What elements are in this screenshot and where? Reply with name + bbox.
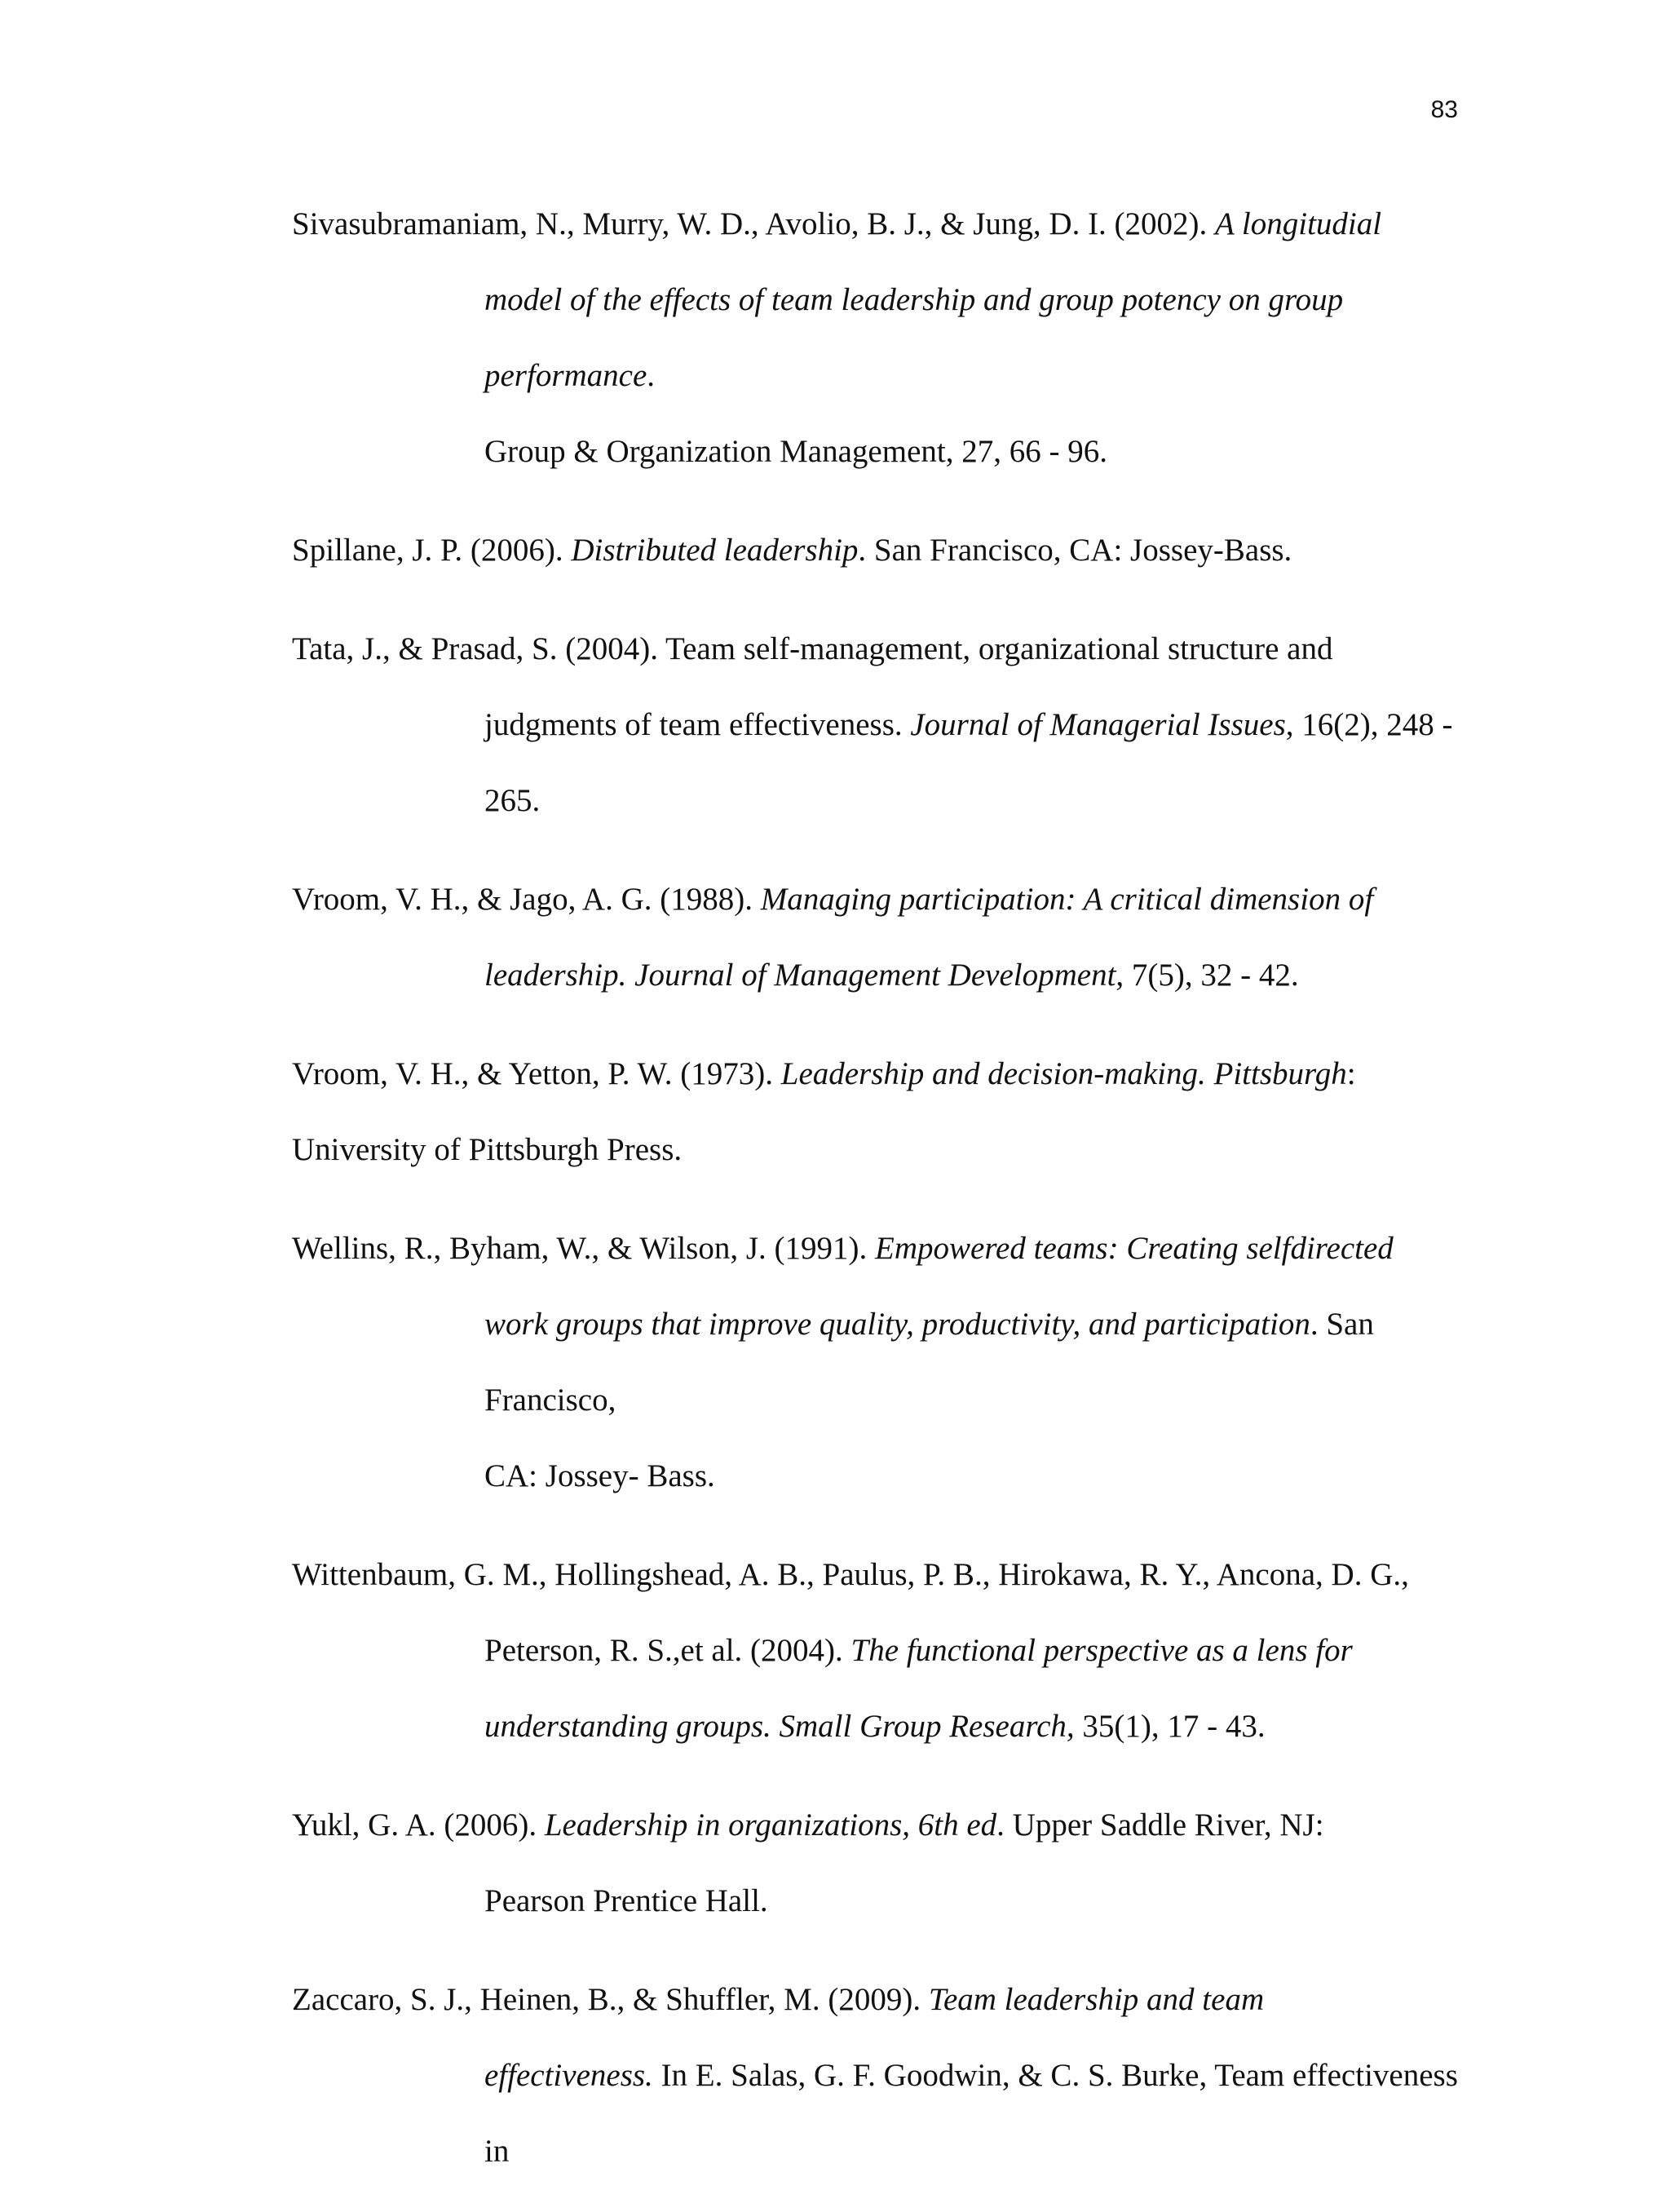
- reference-title-text: Distributed leadership: [571, 533, 859, 568]
- reference-title-text: Leadership in organizations, 6th ed: [544, 1807, 997, 1843]
- reference-entry: [292, 512, 1470, 588]
- reference-line: [292, 1112, 1470, 1188]
- reference-title-text: leadership. Journal of Management Development: [484, 958, 1116, 993]
- reference-entry: [292, 186, 1470, 489]
- reference-line: [388, 687, 1470, 838]
- reference-line: [388, 1688, 1470, 1764]
- reference-text: Pearson Prentice Hall.: [484, 1883, 768, 1918]
- reference-title-text: Leadership and decision-making. Pittsburgh: [780, 1056, 1347, 1091]
- reference-text: , 16(2), 248 - 265.: [484, 707, 1453, 818]
- reference-list: [292, 186, 1470, 2212]
- reference-text: . San Francisco, CA: Jossey-Bass.: [858, 533, 1292, 568]
- reference-line: [388, 1438, 1470, 1514]
- reference-line: [388, 1286, 1470, 1438]
- reference-line: [292, 1962, 1470, 2037]
- reference-text: , 7(5), 32 - 42.: [1116, 958, 1299, 993]
- reference-line: [292, 611, 1470, 687]
- reference-entry: [292, 611, 1470, 838]
- page-number: 83: [1430, 96, 1458, 123]
- reference-text: :: [1346, 1056, 1356, 1091]
- reference-title-text: Managing participation: A critical dimension of: [760, 882, 1374, 917]
- reference-line: [292, 1787, 1470, 1863]
- reference-title-text: Journal of Managerial Issues: [910, 707, 1286, 742]
- reference-entry: [292, 1036, 1470, 1188]
- reference-title-text: A longitudial: [1215, 206, 1382, 241]
- reference-text: Peterson, R. S.,et al. (2004).: [484, 1633, 851, 1668]
- reference-text: judgments of team effectiveness.: [484, 707, 911, 742]
- reference-text: Spillane, J. P. (2006).: [292, 533, 572, 568]
- reference-text: Vroom, V. H., & Jago, A. G. (1988).: [292, 882, 761, 917]
- reference-text: . San Francisco,: [484, 1307, 1374, 1418]
- reference-line: [388, 2037, 1470, 2189]
- reference-text: Yukl, G. A. (2006).: [292, 1807, 545, 1843]
- reference-line: [388, 937, 1470, 1013]
- reference-line: [388, 262, 1470, 414]
- reference-line: [292, 1210, 1470, 1286]
- reference-line: [388, 1863, 1470, 1939]
- reference-line: [388, 414, 1470, 489]
- reference-entry: [292, 1210, 1470, 1514]
- reference-text: 35(1), 17 - 43.: [1074, 1709, 1266, 1744]
- reference-text: Sivasubramaniam, N., Murry, W. D., Avolio, B. J., & Jung, D. I. (2002).: [292, 206, 1216, 241]
- reference-title-text: The functional perspective as a lens for: [850, 1633, 1353, 1668]
- reference-text: University of Pittsburgh Press.: [292, 1132, 683, 1167]
- reference-text: Wellins, R., Byham, W., & Wilson, J. (1991).: [292, 1231, 876, 1266]
- reference-text: .: [647, 358, 656, 393]
- reference-title-text: work groups that improve quality, productivity, and participation: [484, 1307, 1310, 1342]
- reference-title-text: model of the effects of team leadership and group potency on group performance: [484, 282, 1344, 393]
- reference-text: Vroom, V. H., & Yetton, P. W. (1973).: [292, 1056, 781, 1091]
- reference-title-text: Empowered teams: Creating selfdirected: [875, 1231, 1394, 1266]
- reference-entry: [292, 1537, 1470, 1764]
- reference-title-text: understanding groups. Small Group Research,: [484, 1709, 1075, 1744]
- reference-text: Group & Organization Management, 27, 66 - 96.: [484, 434, 1107, 469]
- reference-entry: [292, 861, 1470, 1013]
- reference-line: [292, 861, 1470, 937]
- reference-text: . Upper Saddle River, NJ:: [996, 1807, 1324, 1843]
- reference-line: [292, 512, 1470, 588]
- reference-entry: [292, 1962, 1470, 2189]
- reference-text: Wittenbaum, G. M., Hollingshead, A. B., Paulus, P. B., Hirokawa, R. Y., Ancona, D. G.,: [292, 1557, 1409, 1592]
- reference-entry: [292, 1787, 1470, 1939]
- reference-line: [292, 1036, 1470, 1112]
- reference-line: [292, 186, 1470, 262]
- reference-title-text: effectiveness.: [484, 2058, 653, 2093]
- reference-text: Zaccaro, S. J., Heinen, B., & Shuffler, M. (2009).: [292, 1982, 929, 2017]
- reference-text: In E. Salas, G. F. Goodwin, & C. S. Burke, Team effectiveness in: [484, 2058, 1458, 2169]
- reference-text: Tata, J., & Prasad, S. (2004). Team self-management, organizational structure and: [292, 631, 1333, 666]
- reference-title-text: Team leadership and team: [928, 1982, 1265, 2017]
- reference-text: CA: Jossey- Bass.: [484, 1458, 715, 1493]
- reference-line: [388, 1613, 1470, 1688]
- reference-line: [292, 1537, 1470, 1613]
